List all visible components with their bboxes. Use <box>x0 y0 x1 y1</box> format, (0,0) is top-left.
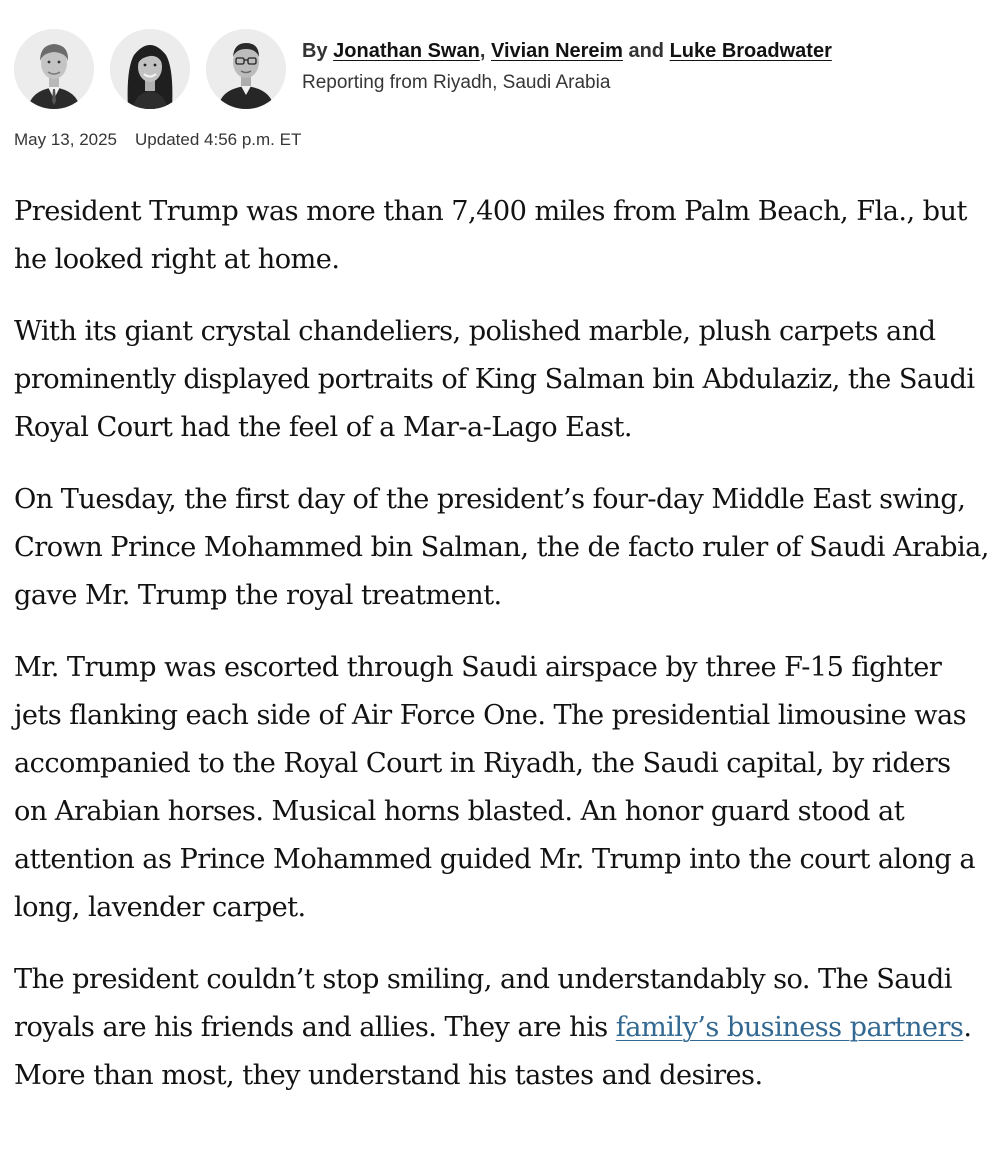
timestamps <box>14 130 301 150</box>
author-link-vivian-nereim[interactable]: Vivian Nereim <box>490 40 623 62</box>
avatar-vivian-nereim[interactable] <box>110 29 190 109</box>
paragraph-5-start: The president couldn’t stop smiling, and understandably so. The Saudi royals are his friends and allies. They are his <box>14 964 952 1043</box>
paragraph-5 <box>14 956 989 1100</box>
family-business-partners-link[interactable]: family’s business partners <box>615 1012 964 1043</box>
author-avatars <box>14 29 286 109</box>
byline-separator: , <box>479 40 486 62</box>
byline-text <box>302 35 832 99</box>
author-link-luke-broadwater[interactable]: Luke Broadwater <box>669 40 832 62</box>
byline-prefix: By <box>302 40 328 62</box>
avatar-jonathan-swan[interactable] <box>14 29 94 109</box>
paragraph-3: On Tuesday, the first day of the president’s four-day Middle East swing, Crown Prince Mohammed bin Salman, the de facto ruler of Saudi Arabia, gave Mr. Trump the royal treatment. <box>14 484 989 611</box>
author-link-jonathan-swan[interactable]: Jonathan Swan <box>333 40 480 62</box>
byline-authors <box>302 35 832 67</box>
published-date: May 13, 2025 <box>14 130 118 149</box>
paragraph-2: With its giant crystal chandeliers, polished marble, plush carpets and prominently displayed portraits of King Salman bin Abdulaziz, the Saudi Royal Court had the feel of a Mar-a-Lago East. <box>14 316 975 443</box>
avatar-luke-broadwater[interactable] <box>206 29 286 109</box>
byline-block <box>14 29 832 109</box>
article-body <box>14 188 989 1124</box>
paragraph-1: President Trump was more than 7,400 miles from Palm Beach, Fla., but he looked right at home. <box>14 196 967 275</box>
updated-time: Updated 4:56 p.m. ET <box>135 130 302 149</box>
byline-conjunction: and <box>628 40 665 62</box>
paragraph-4: Mr. Trump was escorted through Saudi airspace by three F-15 fighter jets flanking each side of Air Force One. The presidential limousine was accompanied to the Royal Court in Riyadh, the Saudi capital, by riders on Arabian horses. Musical horns blasted. An honor guard stood at attention as Prince Mohammed guided Mr. Trump into the court along a long, lavender carpet. <box>14 652 976 923</box>
dateline: Reporting from Riyadh, Saudi Arabia <box>302 72 611 93</box>
paragraph-5-end: . More than most, they understand his tastes and desires. <box>14 1012 972 1091</box>
